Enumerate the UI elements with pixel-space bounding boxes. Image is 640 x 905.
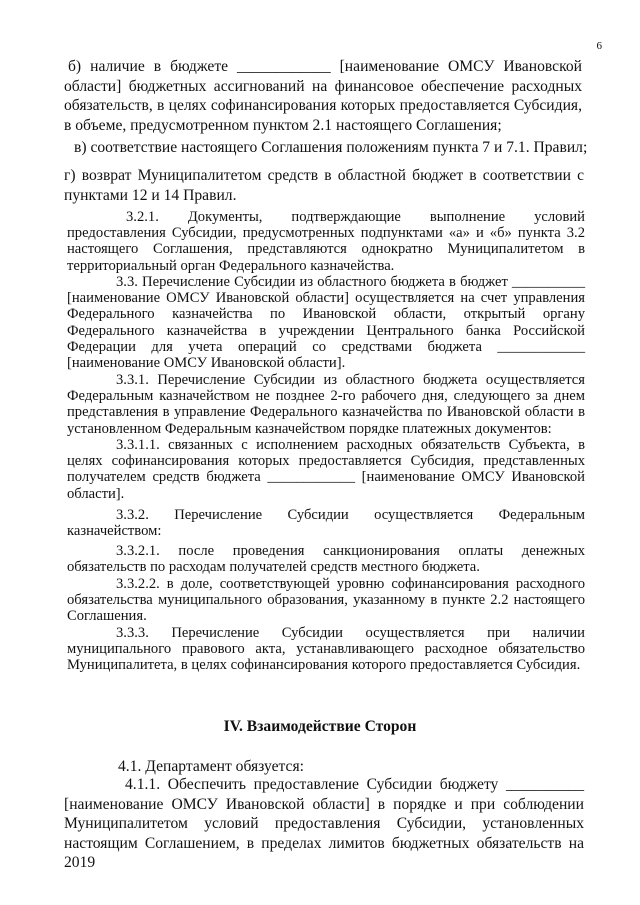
clause-3-2-1: 3.2.1. Документы, подтверждающие выполнение условий предоставления Субсидии, предусмотренных подпунктами «а» и «б» пункта 3.2 настоящего Соглашения, представляются однократно Муниципалитетом в территориальный орган Федерального казначейства.	[67, 209, 585, 274]
clause-3-3-1: 3.3.1. Перечисление Субсидии из областного бюджета осуществляется Федеральным казначейством не позднее 2-го рабочего дня, следующего за днем представления в управление Федерального казначейства по Ивановской области в установленном Федеральным казначейством порядке платежных документов:	[67, 372, 585, 437]
paragraph-v: в) соответствие настоящего Соглашения положениям пункта 7 и 7.1. Правил;	[74, 139, 588, 156]
clause-3-3-2-2: 3.3.2.2. в доле, соответствующей уровню софинансирования расходного обязательства муниципального образования, указанному в пункте 2.2 настоящего Соглашения.	[67, 576, 585, 625]
clause-3-3: 3.3. Перечисление Субсидии из областного бюджета в бюджет __________ [наименование ОМСУ Ивановской области] осуществляется на счет управления Федерального казначейства по Ивановской области, открытый органу Федерального казначейства в учреждении Центрального банка Российской Федерации для учета операций со средствами бюджета ____________ [наименование ОМСУ Ивановской области].	[67, 274, 585, 372]
paragraph-g: г) возврат Муниципалитетом средств в областной бюджет в соответствии с пунктами 12 и 14 Правил.	[64, 167, 584, 204]
clause-3-3-2: 3.3.2. Перечисление Субсидии осуществляется Федеральным казначейством:	[67, 507, 585, 540]
clause-4-1: 4.1. Департамент обязуется:	[118, 758, 304, 775]
paragraph-b: б) наличие в бюджете ____________ [наименование ОМСУ Ивановской области] бюджетных ассигнований на финансовое обеспечение расходных обязательств, в целях софинансирования которых предоставляется Субсидия, в объеме, предусмотренном пунктом 2.1 настоящего Соглашения;	[64, 58, 582, 134]
clause-3-3-3: 3.3.3. Перечисление Субсидии осуществляется при наличии муниципального правового акта, устанавливающего расходное обязательство Муниципалитета, в целях софинансирования которого предоставляется Субсидия.	[67, 625, 585, 674]
clause-3-3-2-1: 3.3.2.1. после проведения санкционирования оплаты денежных обязательств по расходам получателей средств местного бюджета.	[67, 543, 585, 576]
page-number: 6	[596, 40, 602, 52]
clause-3-3-1-1: 3.3.1.1. связанных с исполнением расходных обязательств Субъекта, в целях софинансирования которых предоставляется Субсидия, представленных получателем средств бюджета ____________ [наименование ОМСУ Ивановской области].	[67, 437, 585, 502]
section-heading: IV. Взаимодействие Сторон	[223, 718, 417, 735]
clause-4-1-1: 4.1.1. Обеспечить предоставление Субсидии бюджету __________ [наименование ОМСУ Ивановской области] в порядке и при соблюдении Муниципалитетом условий предоставления Субсидии, установленных настоящим Соглашением, в пределах лимитов бюджетных обязательств на 2019	[64, 776, 584, 871]
